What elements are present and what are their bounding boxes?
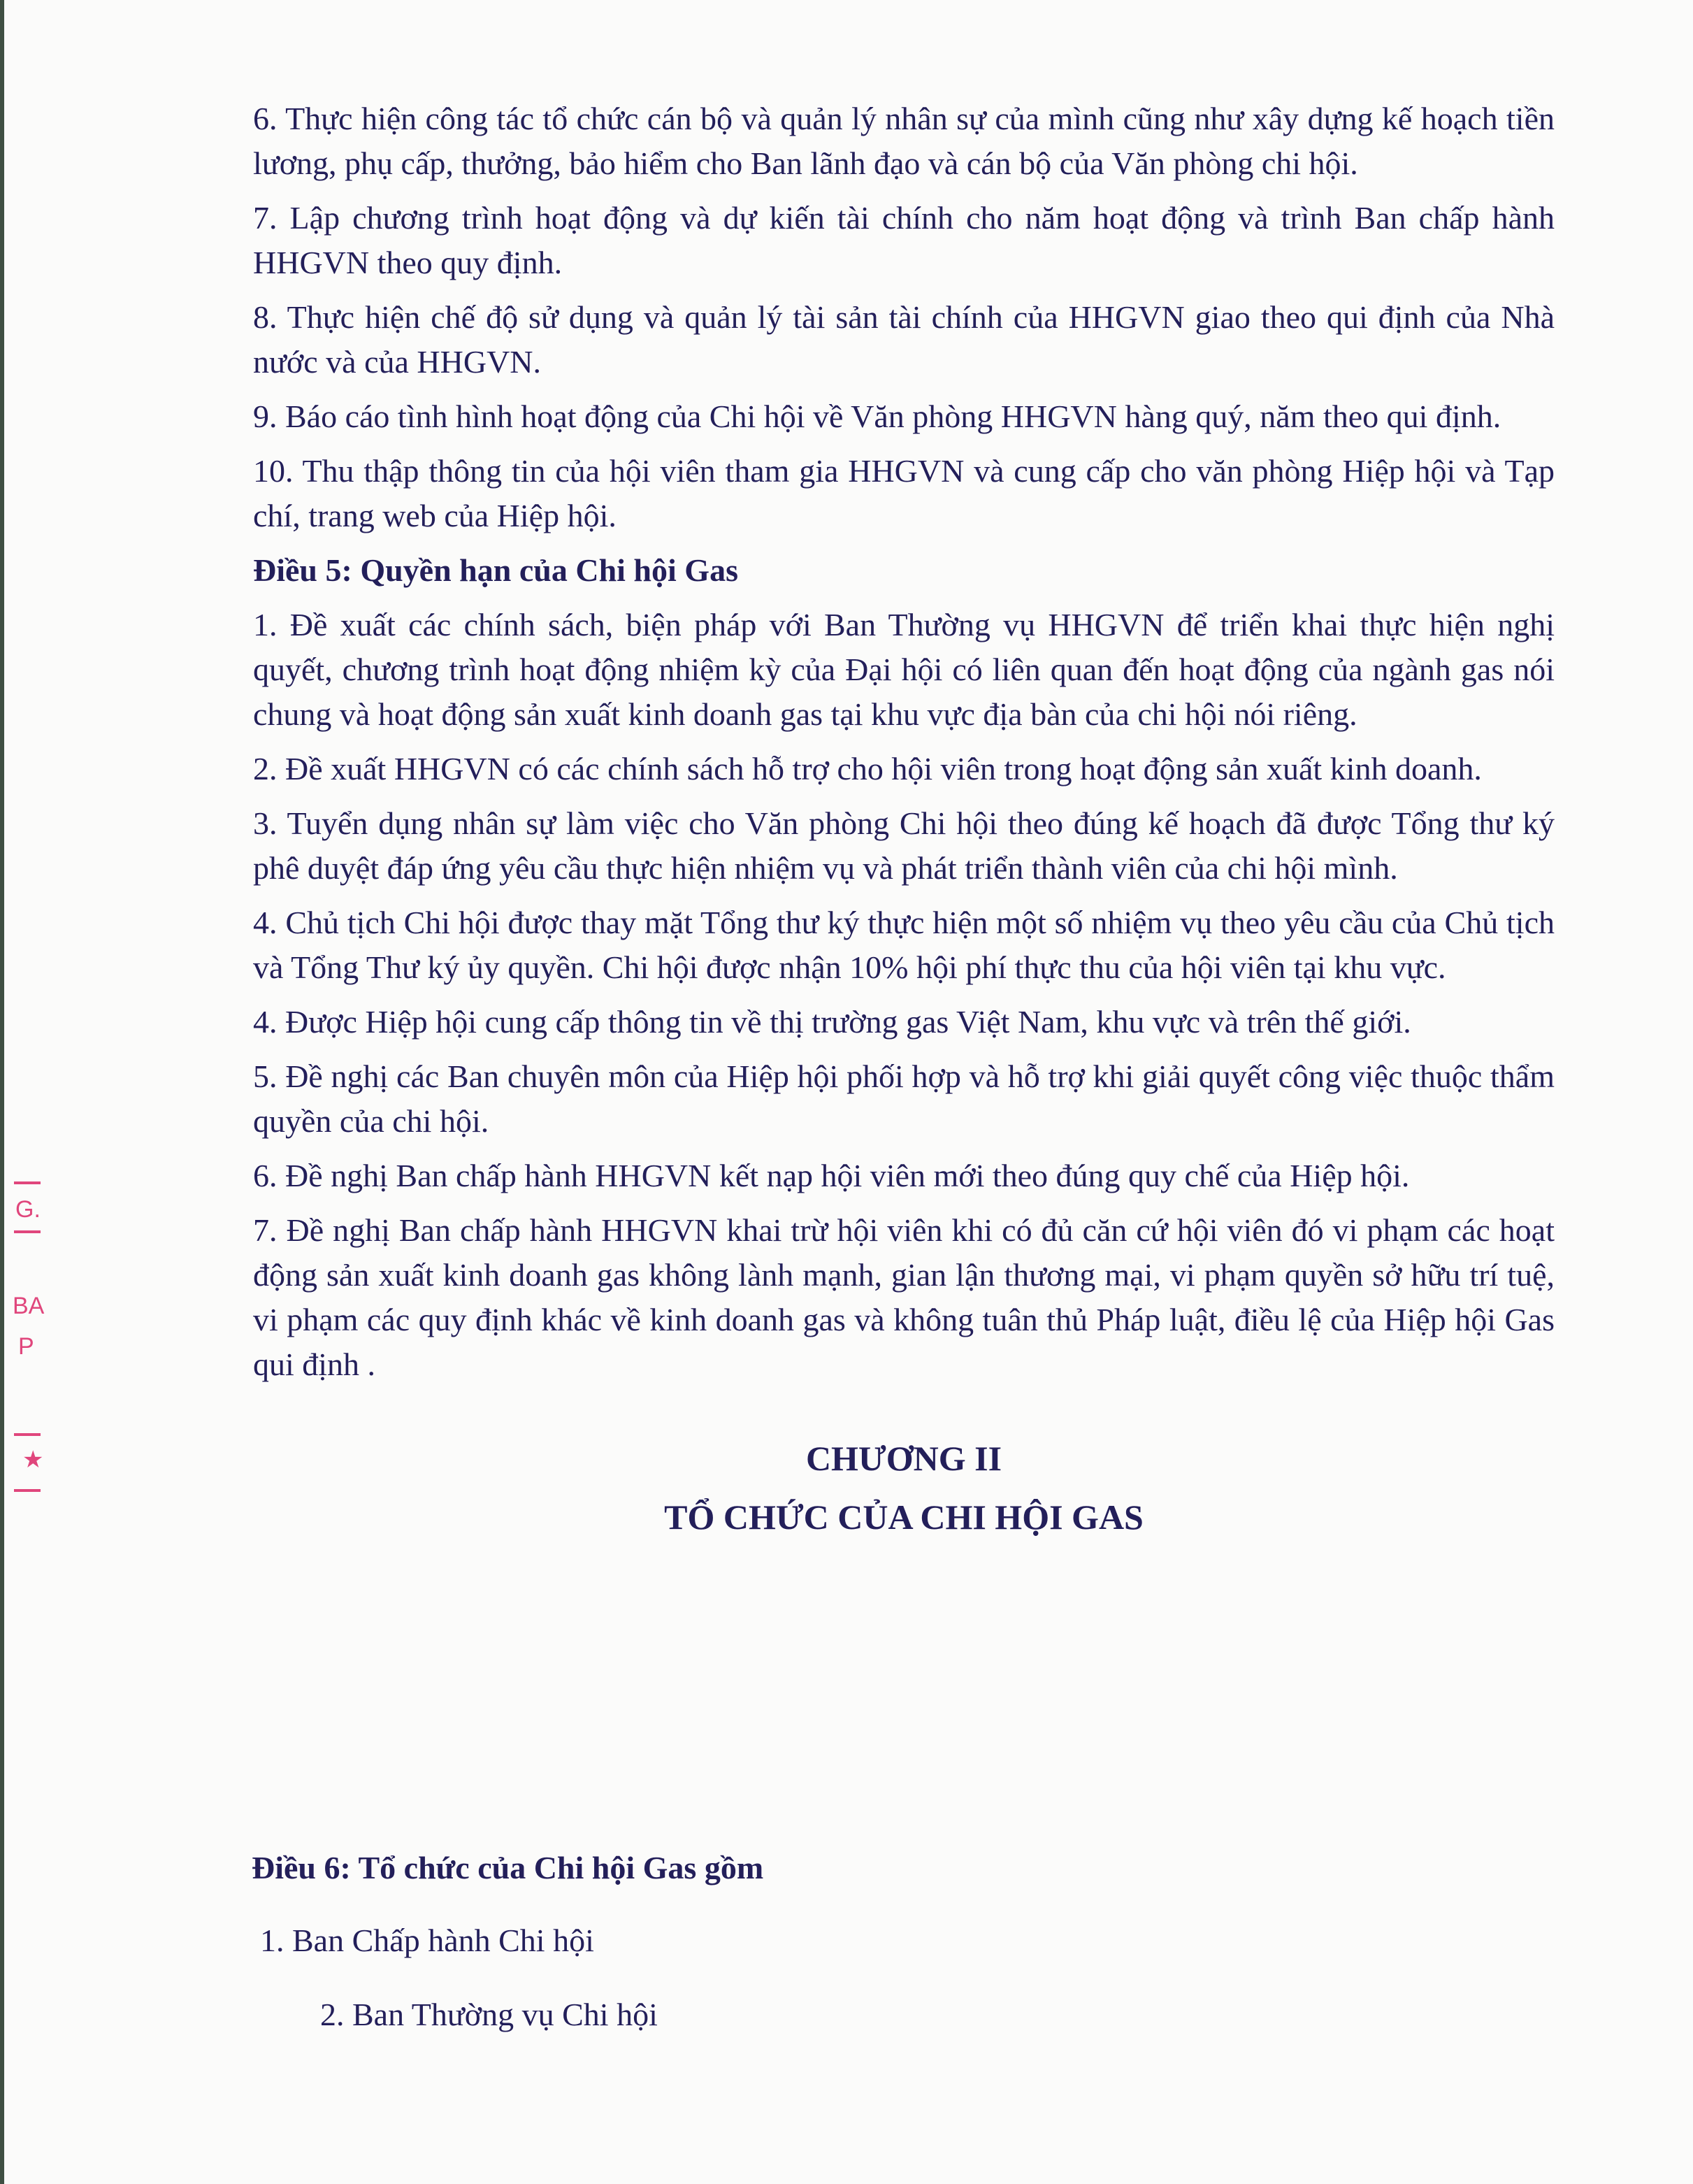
stamp-fragment: P: [18, 1333, 34, 1360]
article-5-heading: Điều 5: Quyền hạn của Chi hội Gas: [253, 552, 738, 588]
article-5-item-4a: 4. Chủ tịch Chi hội được thay mặt Tổng thư ký thực hiện một số nhiệm vụ theo yêu cầu của Chủ tịch và Tổng Thư ký ủy quyền. Chi hội được nhận 10% hội phí thực thu của hội viên tại khu vực.: [253, 905, 1555, 985]
article-5-item-6: 6. Đề nghị Ban chấp hành HHGVN kết nạp hội viên mới theo đúng quy chế của Hiệp hội.: [253, 1158, 1410, 1193]
article-6-heading: Điều 6: Tổ chức của Chi hội Gas gồm: [252, 1850, 764, 1885]
margin-stamp: [10, 1181, 59, 1517]
paragraph-item-8: 8. Thực hiện chế độ sử dụng và quản lý tài sản tài chính của HHGVN giao theo qui định của Nhà nước và của HHGVN.: [253, 299, 1555, 380]
paragraph-item-7: 7. Lập chương trình hoạt động và dự kiến tài chính cho năm hoạt động và trình Ban chấp hành HHGVN theo quy định.: [253, 200, 1555, 280]
stamp-bar: [14, 1230, 41, 1233]
stamp-fragment: BA: [13, 1293, 45, 1319]
paragraph-item-9: 9. Báo cáo tình hình hoạt động của Chi hội về Văn phòng HHGVN hàng quý, năm theo qui định.: [253, 398, 1501, 434]
scan-edge: [0, 0, 4, 2184]
stamp-bar: [14, 1181, 41, 1184]
article-5-item-7: 7. Đề nghị Ban chấp hành HHGVN khai trừ hội viên khi có đủ căn cứ hội viên đó vi phạm các hoạt động sản xuất kinh doanh gas không lành mạnh, gian lận thương mại, vi phạm quyền sở hữu trí tuệ, vi phạm các quy định khác về kinh doanh gas và không tuân thủ Pháp luật, điều lệ của Hiệp hội Gas qui định .: [253, 1212, 1555, 1382]
stamp-fragment: G.: [15, 1196, 41, 1223]
star-icon: ★: [22, 1446, 44, 1473]
article-5-item-1: 1. Đề xuất các chính sách, biện pháp với Ban Thường vụ HHGVN để triển khai thực hiện nghị quyết, chương trình hoạt động nhiệm kỳ của Đại hội có liên quan đến hoạt động của ngành gas nói chung và hoạt động sản xuất kinh doanh gas tại khu vực địa bàn của chi hội nói riêng.: [253, 607, 1555, 732]
chapter-title: TỔ CHỨC CỦA CHI HỘI GAS: [664, 1497, 1144, 1537]
chapter-heading: [253, 1429, 1555, 1546]
article-6-item-2: 2. Ban Thường vụ Chi hội: [320, 1997, 658, 2032]
stamp-bar: [14, 1489, 41, 1492]
paragraph-item-10: 10. Thu thập thông tin của hội viên tham gia HHGVN và cung cấp cho văn phòng Hiệp hội và Tạp chí, trang web của Hiệp hội.: [253, 453, 1555, 533]
paragraph-item-6: 6. Thực hiện công tác tổ chức cán bộ và quản lý nhân sự của mình cũng như xây dựng kế hoạch tiền lương, phụ cấp, thưởng, bảo hiểm cho Ban lãnh đạo và cán bộ của Văn phòng chi hội.: [253, 101, 1555, 181]
document-body: [253, 96, 1555, 1567]
article-6-item-1: 1. Ban Chấp hành Chi hội: [260, 1923, 594, 1958]
article-5-item-4b: 4. Được Hiệp hội cung cấp thông tin về thị trường gas Việt Nam, khu vực và trên thế giới.: [253, 1004, 1411, 1040]
chapter-number: CHƯƠNG II: [805, 1439, 1002, 1478]
article-5-item-3: 3. Tuyển dụng nhân sự làm việc cho Văn phòng Chi hội theo đúng kế hoạch đã được Tổng thư ký phê duyệt đáp ứng yêu cầu thực hiện nhiệm vụ và phát triển thành viên của chi hội mình.: [253, 805, 1555, 886]
article-5-item-5: 5. Đề nghị các Ban chuyên môn của Hiệp hội phối hợp và hỗ trợ khi giải quyết công việc thuộc thẩm quyền của chi hội.: [253, 1058, 1555, 1139]
article-5-item-2: 2. Đề xuất HHGVN có các chính sách hỗ trợ cho hội viên trong hoạt động sản xuất kinh doanh.: [253, 751, 1482, 786]
stamp-bar: [14, 1433, 41, 1436]
